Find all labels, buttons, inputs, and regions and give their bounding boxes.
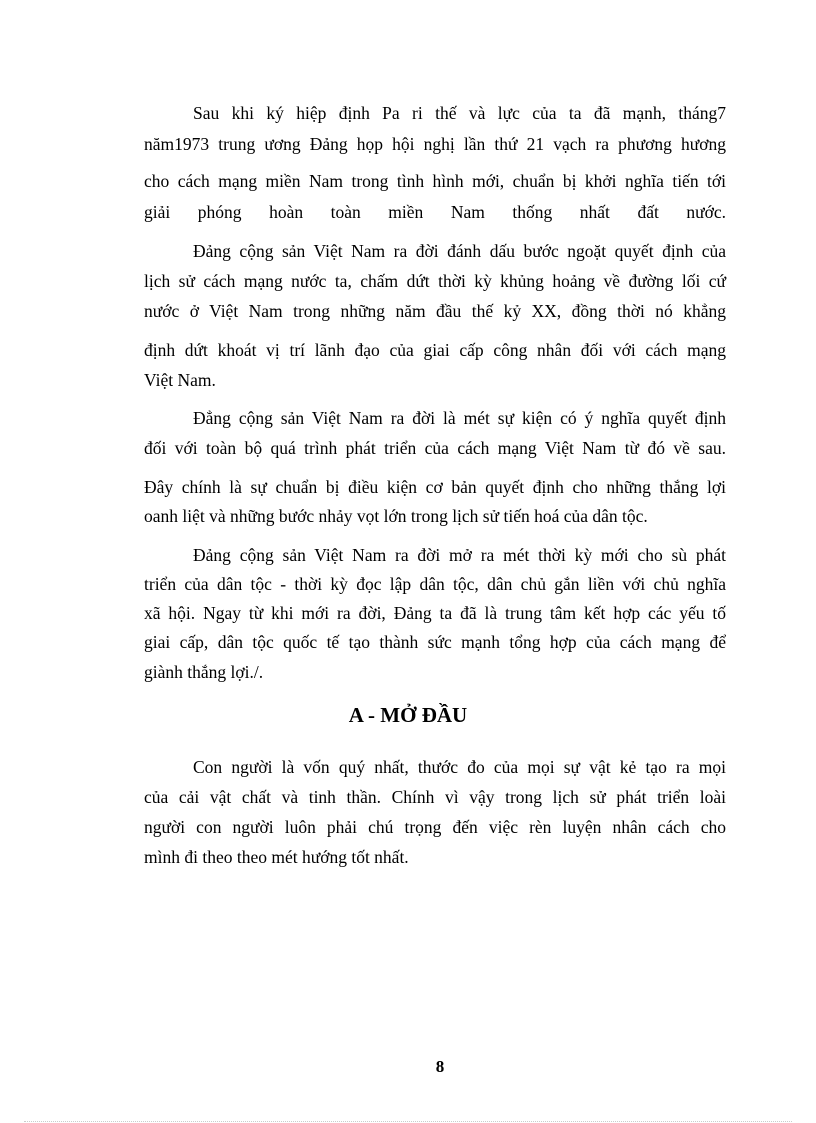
text-line: nước ở Việt Nam trong những năm đầu thế kỷ XX, đồng thời nó khẳng	[144, 301, 726, 321]
text-line: giải phóng hoàn toàn miền Nam thống nhất đất nước.	[144, 202, 726, 222]
text-line: xã hội. Ngay từ khi mới ra đời, Đảng ta đã là trung tâm kết hợp các yếu tố	[144, 603, 726, 623]
page-number: 8	[435, 1057, 445, 1076]
text-line: của cải vật chất và tinh thần. Chính vì vậy trong lịch sử phát triển loài	[144, 787, 726, 807]
text-line: triển của dân tộc - thời kỳ đọc lập dân tộc, dân chủ gắn liền với chủ nghĩa	[144, 574, 726, 594]
text-line: Đảng cộng sản Việt Nam ra đời mở ra mét thời kỳ mới cho sù phát	[193, 545, 726, 565]
text-line: lịch sử cách mạng nước ta, chấm dứt thời kỳ khủng hoảng về đường lối cứ	[144, 271, 726, 291]
text-line: người con người luôn phải chú trọng đến việc rèn luyện nhân cách cho	[144, 817, 726, 837]
text-line: oanh liệt và những bước nhảy vọt lớn trong lịch sử tiến hoá của dân tộc.	[144, 506, 648, 526]
text-line: giành thắng lợi./.	[144, 662, 264, 682]
text-line: Sau khi ký hiệp định Pa ri thế và lực của ta đã mạnh, tháng7	[193, 103, 726, 123]
text-line: mình đi theo theo mét hướng tốt nhất.	[144, 847, 409, 867]
text-line: Việt Nam.	[144, 370, 216, 390]
section-heading: A - MỞ ĐẦU	[348, 703, 468, 727]
text-line: năm1973 trung ương Đảng họp hội nghị lần thứ 21 vạch ra phương hương	[144, 134, 726, 154]
text-line: Con người là vốn quý nhất, thước đo của mọi sự vật kẻ tạo ra mọi	[193, 757, 726, 777]
text-line: đối với toàn bộ quá trình phát triển của cách mạng Việt Nam từ đó về sau.	[144, 438, 726, 458]
text-line: cho cách mạng miền Nam trong tình hình mới, chuẩn bị khởi nghĩa tiến tới	[144, 171, 726, 191]
text-line: Đây chính là sự chuẩn bị điều kiện cơ bản quyết định cho những thắng lợi	[144, 477, 726, 497]
text-line: Đẳng cộng sản Việt Nam ra đời là mét sự kiện có ý nghĩa quyết định	[193, 408, 726, 428]
text-line: định dứt khoát vị trí lãnh đạo của giai cấp công nhân đối với cách mạng	[144, 340, 726, 360]
text-line: Đảng cộng sản Việt Nam ra đời đánh dấu bước ngoặt quyết định của	[193, 241, 726, 261]
text-line: giai cấp, dân tộc quốc tế tạo thành sức mạnh tổng hợp của cách mạng để	[144, 632, 726, 652]
page-bottom-border	[24, 1121, 792, 1122]
